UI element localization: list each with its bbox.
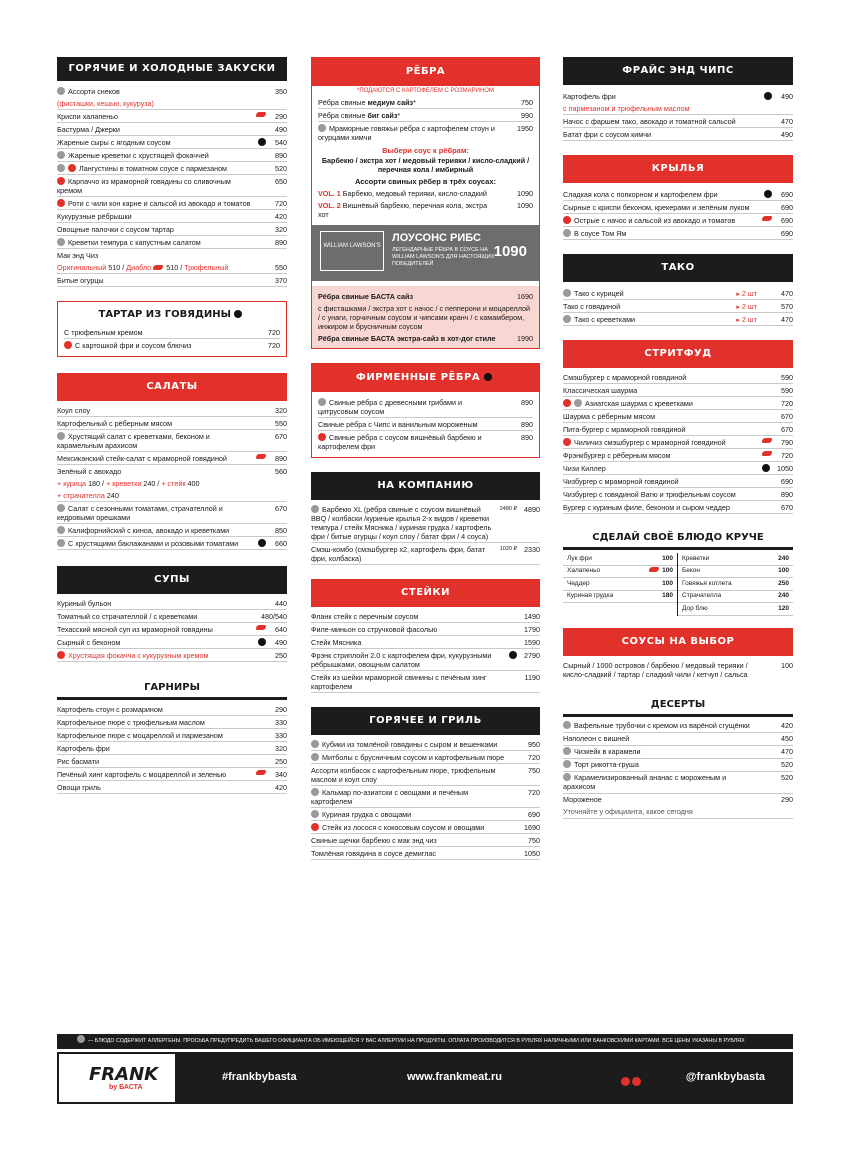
allergen-notice: — БЛЮДО СОДЕРЖИТ АЛЛЕРГЕНЫ. ПРОСЬБА ПРЕДУПРЕДИТЬ ВАШЕГО ОФИЦИАНТА ОБ ИМЕЮЩЕЙСЯ У ВАС АЛЛЕРГИИ НА ПРОДУКТЫ. ОПЛАТА ПРОИЗВОДИТСЯ В РУБЛЯХ НАЛИЧНЫМИ ИЛИ БАНКОВСКИМИ КАРТАМИ. ВСЕ ЦЕНЫ УКАЗАНЫ В РУБЛЯХ xyxy=(57,1034,793,1049)
promo-desc: ЛЕГЕНДАРНЫЕ РЁБРА В СОУСЕ НА WILLIAM LAWSON'S ДЛЯ НАСТОЯЩИХ ПОБЕДИТЕЛЕЙ xyxy=(392,247,495,267)
menu-item: Куриный бульон 440 xyxy=(57,597,287,610)
menu-item: Рёбра свиные медиум сайз* 750 xyxy=(318,96,533,109)
menu-item: Сырный с беконом 490 xyxy=(57,636,287,649)
menu-item: Шаурма с рёберным мясом 670 xyxy=(563,410,793,423)
menu-item: Сладкая кола с попкорном и картофелем фри 690 xyxy=(563,188,793,201)
spicy-icon xyxy=(762,451,772,456)
salad-addons: + курица 180 / + креветки 240 / + стейк 400 xyxy=(57,478,200,488)
bomb-icon xyxy=(764,190,772,198)
menu-item-sub: (фисташки, кешью, кукуруза) xyxy=(57,97,287,110)
menu-item: Салат с сезонными томатами, страчателлой и кедровыми орешками 670 xyxy=(57,502,287,524)
allergen-icon xyxy=(57,238,65,246)
menu-item: Техасский мясной суп из мраморной говядины 640 xyxy=(57,623,287,636)
addon-item: Куриная грудка 180 xyxy=(563,591,677,604)
hot-icon xyxy=(64,341,72,349)
addon-item: Креветки 240 xyxy=(678,553,793,566)
section-title: ГОРЯЧЕЕ И ГРИЛЬ xyxy=(311,707,540,735)
bomb-icon xyxy=(762,464,770,472)
allergen-icon xyxy=(311,753,319,761)
lawson-promo xyxy=(312,225,539,281)
menu-item: Пита-бургер с мраморной говядиной 670 xyxy=(563,423,793,436)
menu-item: Начос с фаршем тако, авокадо и томатной сальсой 470 xyxy=(563,115,793,128)
menu-item: Ассорти колбасок с картофельным пюре, трюфельным маслом и коул слоу 750 xyxy=(311,764,540,786)
spicy-icon xyxy=(256,625,266,630)
menu-item: Карамелизированный ананас с мороженым и арахисом 520 xyxy=(563,772,793,794)
hashtag: #frankbybasta xyxy=(222,1071,297,1083)
hot-icon xyxy=(563,399,571,407)
addons-grid xyxy=(563,553,793,616)
section-snacks xyxy=(57,57,287,287)
section-tartar xyxy=(57,301,287,357)
section-sides xyxy=(57,676,287,794)
menu-item: Картофель фри 320 xyxy=(57,742,287,755)
menu-item: Хрустящий салат с креветками, беконом и карамельным арахисом 670 xyxy=(57,430,287,452)
social-icons xyxy=(621,1073,645,1083)
social-handle[interactable]: @frankbybasta xyxy=(685,1071,765,1083)
menu-item: Фланк стейк с перечным соусом 1490 xyxy=(311,610,540,623)
menu-item: Коул слоу 320 xyxy=(57,404,287,417)
item-name: Ассорти снеков xyxy=(68,86,120,96)
section-title: СДЕЛАЙ СВОЁ БЛЮДО КРУЧЕ xyxy=(563,526,793,550)
section-title: ТАКО xyxy=(563,254,793,282)
sauce-list: Барбекю / экстра хот / медовый терияки / кисло-сладкий / перечная кола / имбирный xyxy=(321,156,530,174)
menu-item: Тако с курицей ▸ 2 шт 470 xyxy=(563,287,793,300)
ribs-note: *ПОДАЮТСЯ С КАРТОФЕЛЕМ С РОЗМАРИНОМ xyxy=(357,88,494,94)
menu-item: Митболы с брусничным соусом и картофельным пюре 720 xyxy=(311,751,540,764)
allergen-icon xyxy=(563,747,571,755)
menu-item: Хрустящая фокачча с кукурузным кремом 250 xyxy=(57,649,287,662)
menu-item: Стейк Мясника 1590 xyxy=(311,636,540,649)
salad-addons: + страчателла 240 xyxy=(57,489,287,502)
menu-item: Картофель стоун с розмарином 290 xyxy=(57,703,287,716)
menu-item: Картофельный с рёберным мясом 550 xyxy=(57,417,287,430)
addon-item: Лук фри 100 xyxy=(563,553,677,566)
column-middle xyxy=(311,57,540,872)
section-grill xyxy=(311,707,540,860)
column-right xyxy=(563,57,793,831)
addon-item: Страчателла 240 xyxy=(678,591,793,604)
menu-item: Калифорнийский с киноа, авокадо и креветками 850 xyxy=(57,524,287,537)
menu-item: Креветки темпура с капустным салатом 890 xyxy=(57,236,287,249)
section-wings xyxy=(563,155,793,240)
menu-item: Картофельное пюре с трюфельным маслом 330 xyxy=(57,716,287,729)
allergen-icon xyxy=(57,432,65,440)
website-link[interactable]: www.frankmeat.ru xyxy=(407,1071,502,1083)
menu-item: Роти с чили кон карне и сальсой из авокадо и томатов 720 xyxy=(57,197,287,210)
hot-icon xyxy=(311,823,319,831)
menu-item: Свиные рёбра с соусом вишнёвый барбекю и картофелем фри 890 xyxy=(318,432,533,451)
menu-item: Свиные щечки барбекю с мак энд чиз 750 xyxy=(311,834,540,847)
menu-item: Томатный со страчателлой / с креветками 480/540 xyxy=(57,610,287,623)
addon-item: Дор блю 120 xyxy=(678,603,793,616)
allergen-icon xyxy=(77,1035,85,1043)
menu-item: VOL. 1 Барбекю, медовый терияки, кисло-сладкий 1090 xyxy=(318,188,533,198)
menu-item: Картофель фри 490 xyxy=(563,91,793,101)
spicy-icon xyxy=(256,770,266,775)
hot-icon xyxy=(57,199,65,207)
allergen-icon xyxy=(311,740,319,748)
menu-item: Мак энд Чиз xyxy=(57,250,99,260)
allergen-icon xyxy=(563,229,571,237)
menu-item: Рёбра свиные БАСТА сайз 1690 xyxy=(318,291,533,301)
menu-item: Чизкейк в карамели 470 xyxy=(563,746,793,759)
menu-item: Криспи халапеньо 290 xyxy=(57,110,287,123)
addon-item: Чеддер 100 xyxy=(563,578,677,591)
section-title: РЁБРА xyxy=(312,58,539,86)
allergen-icon xyxy=(57,151,65,159)
menu-item xyxy=(57,85,287,97)
menu-item: Чиличиз смэшбургер с мраморной говядиной 790 xyxy=(563,436,793,449)
basta-ribs xyxy=(312,286,539,348)
spicy-icon xyxy=(649,567,659,572)
menu-item: Кальмар по-азиатски с овощами и печёным картофелем 720 xyxy=(311,786,540,808)
section-title: ДЕСЕРТЫ xyxy=(563,693,793,717)
menu-item: Куриная грудка с овощами 690 xyxy=(311,808,540,821)
menu-item: С трюфельным кремом 720 xyxy=(64,326,280,339)
menu-item: Кубики из томлёной говядины с сыром и вешенками 950 xyxy=(311,738,540,751)
bomb-icon xyxy=(258,138,266,146)
assorti-head: Ассорти свиных рёбер в трёх соусах: xyxy=(354,177,496,186)
promo-title: ЛОУСОНС РИБС xyxy=(392,232,481,244)
allergen-icon xyxy=(57,504,65,512)
dessert-note: Уточняйте у официанта, какое сегодня xyxy=(563,806,793,819)
menu-item: Жареные креветки с хрустящей фокаччей 890 xyxy=(57,149,287,162)
allergen-icon xyxy=(318,124,326,132)
bomb-icon xyxy=(234,310,242,318)
menu-item: Вафельные трубочки с кремом из варёной сгущёнки 420 xyxy=(563,720,793,733)
menu-item: В соусе Том Ям 690 xyxy=(563,227,793,240)
section-company xyxy=(311,472,540,565)
menu-item: Зелёный с авокадо 560 xyxy=(57,466,287,476)
menu-item: Чизбургер с мраморной говядиной 690 xyxy=(563,475,793,488)
allergen-icon xyxy=(57,526,65,534)
menu-item: Тако с креветками ▸ 2 шт 470 xyxy=(563,313,793,326)
menu-item: Чизи Киллер 1050 xyxy=(563,462,793,475)
menu-item: Батат фри с соусом кимчи 490 xyxy=(563,128,793,141)
spicy-icon xyxy=(256,454,266,459)
allergen-icon xyxy=(318,398,326,406)
hot-icon xyxy=(57,651,65,659)
menu-item-sub: с пармезаном и трюфельным маслом xyxy=(563,102,793,115)
addons-right xyxy=(678,553,793,616)
menu-item: Наполеон с вишней 450 xyxy=(563,733,793,746)
menu-item: Овощи гриль 420 xyxy=(57,781,287,794)
hot-icon xyxy=(57,177,65,185)
section-ribs xyxy=(311,57,540,349)
sauce-head: Выбери соус к рёбрам: xyxy=(382,146,469,155)
column-left xyxy=(57,57,287,806)
menu-item: Лангустины в томатном соусе с пармезаном 520 xyxy=(57,162,287,175)
menu-item: Жареные сыры с ягодным соусом 540 xyxy=(57,136,287,149)
menu-item: Фрэнкбургер с рёберным мясом 720 xyxy=(563,449,793,462)
menu-item: Чизбургер с говядиной Вагю и трюфельным соусом 890 xyxy=(563,488,793,501)
footer xyxy=(57,1052,793,1104)
section-title: НА КОМПАНИЮ xyxy=(311,472,540,500)
menu-item: Бастурма / Джерки 490 xyxy=(57,123,287,136)
menu-item: Фрэнк стриплойн 2.0 с картофелем фри, кукурузными рёбрышками, овощным салатом 2790 xyxy=(311,649,540,671)
section-salads xyxy=(57,373,287,550)
section-title: ГОРЯЧИЕ И ХОЛОДНЫЕ ЗАКУСКИ xyxy=(57,57,287,81)
menu-item: Бургер с куриным филе, беконом и сыром чеддер 670 xyxy=(563,501,793,514)
section-soups xyxy=(57,566,287,662)
lawson-logo: WILLIAM LAWSON'S xyxy=(320,231,384,271)
vk-icon[interactable] xyxy=(621,1077,630,1086)
section-desserts xyxy=(563,693,793,819)
menu-item: Свиные рёбра с Чипс и ванильным мороженым 890 xyxy=(318,418,533,431)
allergen-icon xyxy=(311,505,319,513)
hot-icon xyxy=(563,216,571,224)
allergen-icon xyxy=(563,760,571,768)
section-title: ФИРМЕННЫЕ РЁБРА xyxy=(312,364,539,392)
menu-item: Рёбра свиные биг сайз* 990 xyxy=(318,109,533,122)
section-signature-ribs xyxy=(311,363,540,458)
menu-item: VOL. 2 Вишнёвый барбекю, перечная кола, экстра хот 1090 xyxy=(318,200,533,219)
spicy-icon xyxy=(256,112,266,117)
menu-item: Смэш-комбо (смэшбургер х2, картофель фри, батат фри, колбаска) 1020 ₽ 2330 xyxy=(311,543,540,565)
menu-item: Мороженое 290 xyxy=(563,795,793,804)
menu-item: Смэшбургер с мраморной говядиной 590 xyxy=(563,371,793,384)
menu-item: Битые огурцы 370 xyxy=(57,274,287,287)
allergen-icon xyxy=(563,289,571,297)
section-title: СТРИТФУД xyxy=(563,340,793,368)
section-title: СТЕЙКИ xyxy=(311,579,540,607)
menu-item: Рёбра свиные БАСТА экстра-сайз в хот-дог стиле 1990 xyxy=(318,333,533,343)
menu-item: Картофельное пюре с моцареллой и пармезаном 330 xyxy=(57,729,287,742)
section-custom xyxy=(563,526,793,616)
menu-item: Тако с говядиной ▸ 2 шт 570 xyxy=(563,300,793,313)
menu-item: Классическая шаурма 590 xyxy=(563,384,793,397)
section-title: ТАРТАР ИЗ ГОВЯДИНЫ xyxy=(64,302,280,326)
section-fries xyxy=(563,57,793,141)
menu-item: Печёный хинг картофель с моцареллой и зеленью 340 xyxy=(57,768,287,781)
allergen-icon xyxy=(563,721,571,729)
menu-item: С хрустящими баклажанами и розовыми томатами 660 xyxy=(57,537,287,550)
hot-icon xyxy=(68,164,76,172)
section-streetfood xyxy=(563,340,793,514)
addon-item: Халапеньо 100 xyxy=(563,566,677,579)
bomb-icon xyxy=(258,539,266,547)
spicy-icon xyxy=(762,216,772,221)
section-steaks xyxy=(311,579,540,693)
promo-price: 1090 xyxy=(493,243,527,260)
menu-item: Острые с начос и сальсой из авокадо и томатов 690 xyxy=(563,214,793,227)
allergen-icon xyxy=(311,788,319,796)
section-title: КРЫЛЬЯ xyxy=(563,155,793,183)
allergen-icon xyxy=(311,810,319,818)
menu-item: Рис басмати 250 xyxy=(57,755,287,768)
menu-item: Сырные с криспи беконом, крекерами и зелёным луком 690 xyxy=(563,201,793,214)
allergen-icon xyxy=(57,539,65,547)
allergen-icon xyxy=(57,87,65,95)
sauce-list: Сырный / 1000 островов / барбекю / медовый терияки / кисло-сладкий / тартар / сладкий чили / кетчуп / сальса 100 xyxy=(563,661,793,679)
bomb-icon xyxy=(258,638,266,646)
menu-item: Азиатская шаурма с креветками 720 xyxy=(563,397,793,410)
telegram-icon[interactable] xyxy=(632,1077,641,1086)
menu-item-desc: с фисташками / экстра хот с начос / с пепперони и моцареллой / с унаги, горчичным соусом и чипсами кранч / с камамбером, инжиром и брусничным соусом xyxy=(318,303,531,331)
hot-icon xyxy=(318,433,326,441)
spicy-icon xyxy=(762,438,772,443)
menu-item: С картошкой фри и соусом блючиз 720 xyxy=(64,339,280,351)
menu-item: Стейк из шейки мраморной свинины с печёным хинг картофелем 1190 xyxy=(311,671,540,693)
mac-variants: Оригинальный 510 / Диабло 510 / Трюфельный 550 xyxy=(57,261,287,274)
menu-item: Мраморные говяжьи рёбра с картофелем стоун и огурцами химчи 1950 xyxy=(318,123,533,142)
bomb-icon xyxy=(509,651,517,659)
menu-item: Овощные палочки с соусом тартар 320 xyxy=(57,223,287,236)
allergen-icon xyxy=(57,164,65,172)
menu-item: Кукурузные рёбрышки 420 xyxy=(57,210,287,223)
addon-item: Бекон 100 xyxy=(678,566,793,579)
menu-item: Барбекю XL (рёбра свиные с соусом вишнёвый BBQ / колбаски /куриные крылья 2-х видов / креветки темпура / стейк Мясника / куриная грудка / картофель фри / битые огурцы / коул слоу / батат фри / 4 соуса) 2480 ₽ 4890 xyxy=(311,503,540,543)
section-title: ФРАЙС ЭНД ЧИПС xyxy=(563,57,793,85)
menu-item: Торт рикотта-груша 520 xyxy=(563,759,793,772)
allergen-icon xyxy=(574,399,582,407)
allergen-icon xyxy=(563,773,571,781)
menu-item: Стейк из лосося с кокосовым соусом и овощами 1690 xyxy=(311,821,540,834)
section-tacos xyxy=(563,254,793,326)
allergen-icon xyxy=(563,315,571,323)
section-title: СУПЫ xyxy=(57,566,287,594)
brand-logo: FRANK by БАСТА xyxy=(57,1052,177,1104)
menu-item: Томлёная говядина в соусе демиглас 1050 xyxy=(311,847,540,860)
hot-icon xyxy=(563,438,571,446)
section-title: ГАРНИРЫ xyxy=(57,676,287,700)
menu-item: Свиные рёбра с древесными грибами и цитрусовым соусом 890 xyxy=(318,396,533,418)
item-price: 350 xyxy=(275,86,287,96)
spicy-icon xyxy=(153,265,163,270)
section-title: САЛАТЫ xyxy=(57,373,287,401)
addons-left xyxy=(563,553,678,616)
bomb-icon xyxy=(484,373,492,381)
section-sauces xyxy=(563,628,793,681)
menu-item: Филе-миньон со стручковой фасолью 1790 xyxy=(311,623,540,636)
menu-item: Карпаччо из мраморной говядины со сливочным кремом 650 xyxy=(57,175,287,197)
section-title: СОУСЫ НА ВЫБОР xyxy=(563,628,793,656)
bomb-icon xyxy=(764,92,772,100)
menu-item: Мексиканский стейк-салат с мраморной говядиной 890 xyxy=(57,452,287,465)
addon-item: Говяжья котлета 250 xyxy=(678,578,793,591)
